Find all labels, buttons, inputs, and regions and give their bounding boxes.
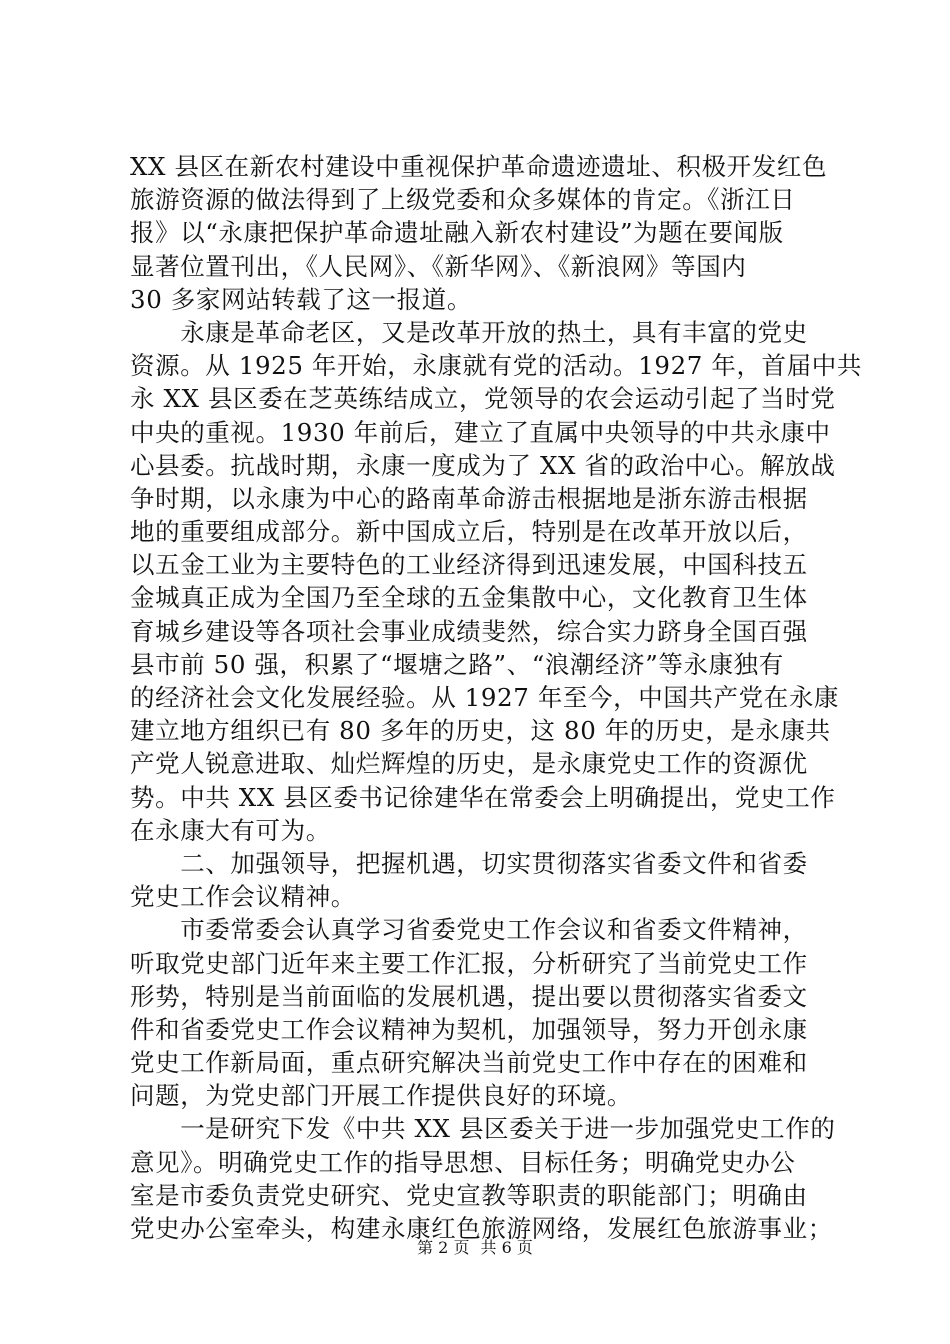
text-line: 在永康大有可为。: [130, 815, 331, 845]
text-line: 县市前 50 强，积累了“堰塘之路”、“浪潮经济”等永康独有: [130, 649, 784, 679]
text-line: 永 XX 县区委在芝英练结成立，党领导的农会运动引起了当时党: [130, 384, 836, 414]
page-number: 第 2 页: [417, 1238, 470, 1257]
text-line: 问题，为党史部门开展工作提供良好的环境。: [130, 1081, 632, 1111]
text-line: 市委常委会认真学习省委党史工作会议和省委文件精神，: [130, 915, 808, 945]
text-line: 形势，特别是当前面临的发展机遇，提出要以贯彻落实省委文: [130, 981, 808, 1011]
text-line: 党史工作新局面，重点研究解决当前党史工作中存在的困难和: [130, 1048, 808, 1078]
text-line: 永康是革命老区，又是改革开放的热土，具有丰富的党史: [130, 317, 808, 347]
text-line: 以五金工业为主要特色的工业经济得到迅速发展，中国科技五: [130, 550, 808, 580]
text-line: 心县委。抗战时期，永康一度成为了 XX 省的政治中心。解放战: [130, 450, 836, 480]
page-footer: [0, 1238, 950, 1258]
text-line: 育城乡建设等各项社会事业成绩斐然，综合实力跻身全国百强: [130, 616, 808, 646]
text-line: 争时期，以永康为中心的路南革命游击根据地是浙东游击根据: [130, 483, 808, 513]
text-line: 件和省委党史工作会议精神为契机，加强领导，努力开创永康: [130, 1014, 808, 1044]
text-line: 30 多家网站转载了这一报道。: [130, 284, 472, 314]
text-line: 一是研究下发《中共 XX 县区委关于进一步加强党史工作的: [130, 1114, 836, 1144]
text-line: 报》以“永康把保护革命遗址融入新农村建设”为题在要闻版: [130, 218, 784, 248]
text-line: 显著位置刊出，《人民网》、《新华网》、《新浪网》等国内: [130, 251, 747, 281]
text-line: 金城真正成为全国乃至全球的五金集散中心，文化教育卫生体: [130, 583, 808, 613]
text-line: 建立地方组织已有 80 多年的历史，这 80 年的历史，是永康共: [130, 716, 831, 746]
text-line: 中央的重视。1930 年前后，建立了直属中央领导的中共永康中: [130, 417, 831, 447]
text-line: 旅游资源的做法得到了上级党委和众多媒体的肯定。《浙江日: [130, 185, 796, 215]
text-line: 势。中共 XX 县区委书记徐建华在常委会上明确提出，党史工作: [130, 782, 836, 812]
text-line: XX 县区在新农村建设中重视保护革命遗迹遗址、积极开发红色: [130, 152, 828, 181]
text-line: 的经济社会文化发展经验。从 1927 年至今，中国共产党在永康: [130, 683, 840, 712]
text-line: 资源。从 1925 年开始，永康就有党的活动。1927 年，首届中共: [130, 351, 862, 381]
text-line: 地的重要组成部分。新中国成立后，特别是在改革开放以后，: [130, 517, 808, 547]
text-line: 产党人锐意进取、灿烂辉煌的历史，是永康党史工作的资源优: [130, 749, 808, 779]
text-line: 二、加强领导，把握机遇，切实贯彻落实省委文件和省委: [130, 848, 808, 878]
text-line: 党史办公室牵头，构建永康红色旅游网络，发展红色旅游事业；: [130, 1214, 833, 1243]
text-line: 室是市委负责党史研究、党史宣教等职责的职能部门；明确由: [130, 1180, 808, 1210]
text-line: 党史工作会议精神。: [130, 882, 356, 912]
text-line: 听取党史部门近年来主要工作汇报，分析研究了当前党史工作: [130, 948, 808, 978]
document-body: [130, 150, 862, 1245]
page-total: 共 6 页: [480, 1238, 533, 1257]
text-line: 意见》。明确党史工作的指导思想、目标任务；明确党史办公: [130, 1147, 796, 1177]
